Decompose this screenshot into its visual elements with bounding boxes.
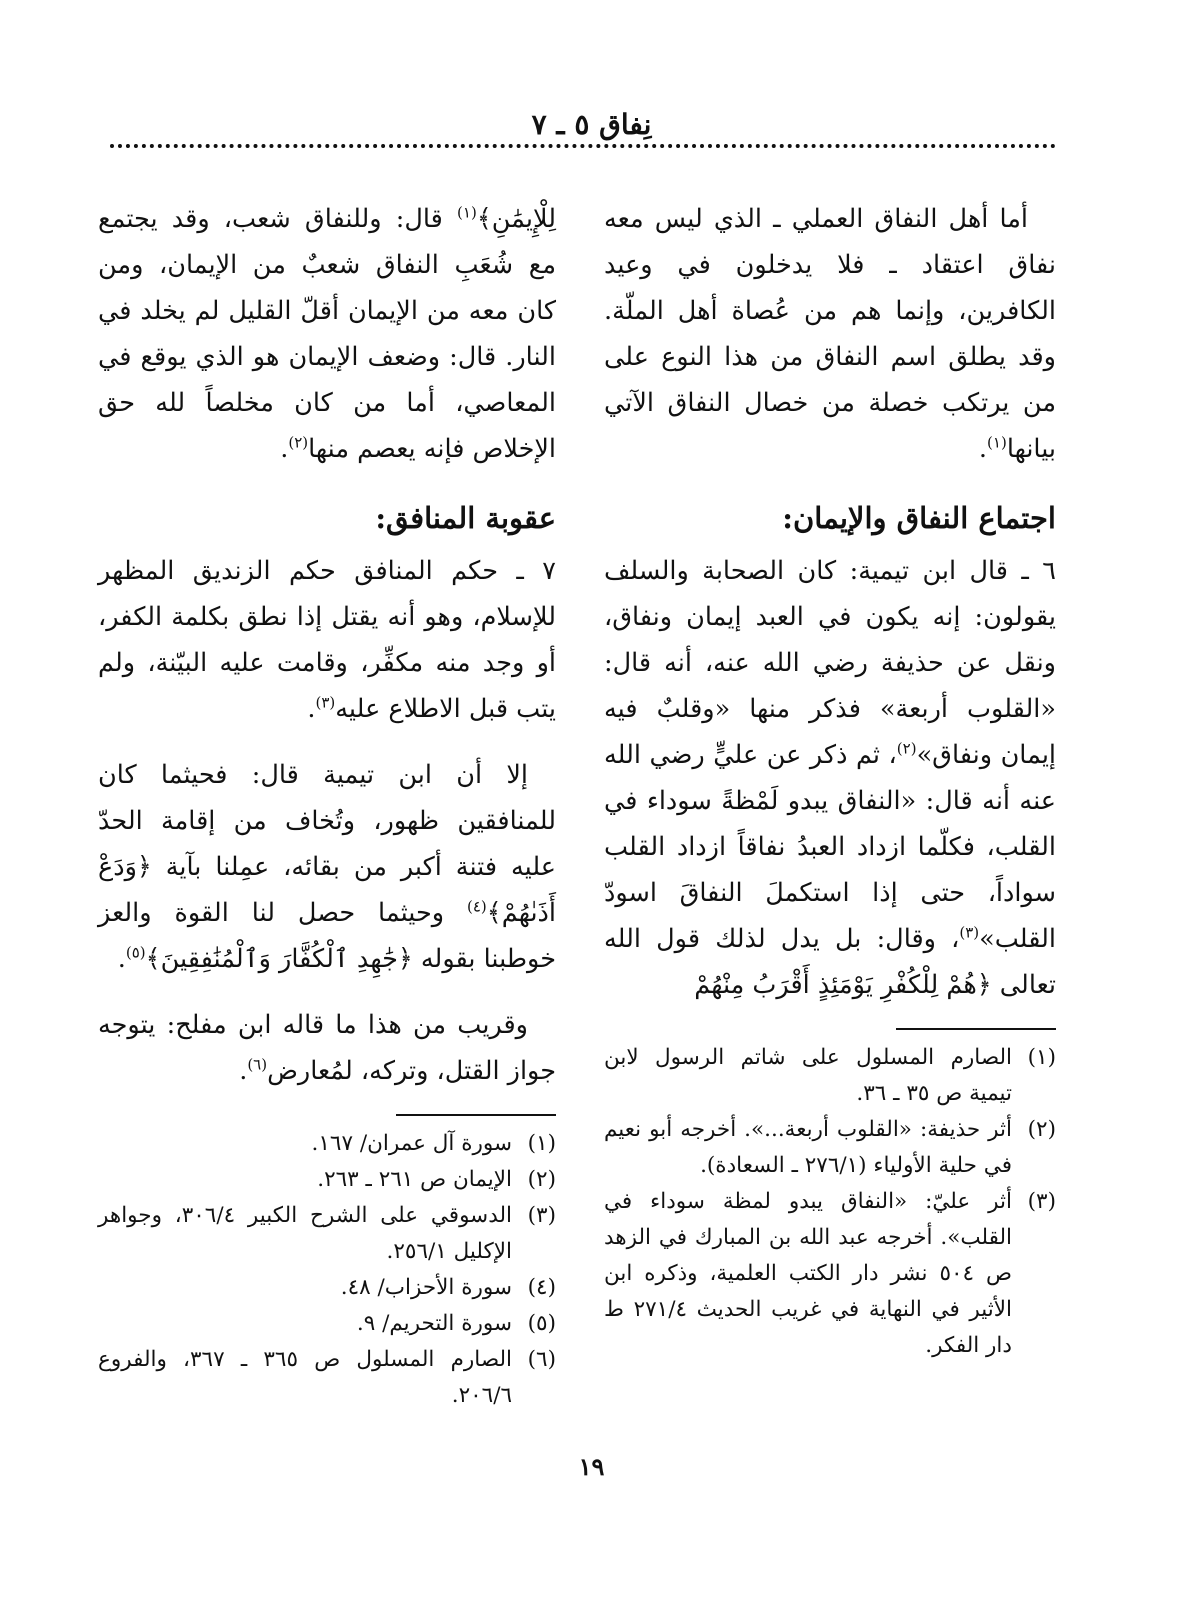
footnote [98,1198,556,1270]
paragraph-end: . [280,434,289,464]
footnote-ref[interactable]: (٢) [288,433,309,452]
paragraph-text: ، وقال: بل يدل لذلك قول الله تعالى ﴿هُمْ لِلْكُفْرِ يَوْمَئِذٍ أَقْرَبُ مِنْهُمْ [604,924,1056,1000]
footnote-number: (٣) [527,1203,556,1228]
footnote-text: سورة الأحزاب/ ٤٨. [340,1275,512,1300]
footnote [98,1126,556,1162]
footnote-number: (١) [1027,1045,1056,1070]
page-header: نِفاق ٥ ـ ٧ [531,108,652,141]
paragraph [98,752,556,982]
paragraph-end: . [978,434,988,464]
footnote-ref[interactable]: (٢) [896,739,917,758]
footnotes-right [604,1040,1056,1364]
footnote-ref[interactable]: (١) [987,433,1007,452]
header-dotted-divider [110,144,1056,148]
paragraph-end: . [117,944,126,974]
paragraph [98,548,556,732]
footnote-number: (٦) [527,1347,556,1372]
paragraph-text: لِلْإِيمَٰنِ﴾ [476,204,556,234]
paragraph-end: . [239,1056,248,1086]
left-column [98,196,556,1414]
footnote-text: الدسوقي على الشرح الكبير ٣٠٦/٤، وجواهر الإكليل ٢٥٦/١. [98,1203,513,1264]
paragraph-text: وقريب من هذا ما قاله ابن مفلح: يتوجه جواز القتل، وتركه، لمُعارض [98,1010,556,1086]
footnote-ref[interactable]: (٣) [315,693,336,712]
page-number: ١٩ [578,1452,605,1481]
footnote [604,1112,1056,1184]
footnote-number: (٤) [527,1275,556,1300]
footnote-text: الإيمان ص ٢٦١ ـ ٢٦٣. [317,1167,512,1192]
footnote-text: الصارم المسلول على شاتم الرسول لابن تيمية ص ٣٥ ـ ٣٦. [604,1045,1012,1106]
footnote-text: سورة التحريم/ ٩. [356,1311,512,1336]
footnote-ref[interactable]: (٤) [467,897,487,916]
footnote [604,1040,1056,1112]
footnote-text: أثر عليّ: «النفاق يبدو لمظة سوداء في القلب». أخرجه عبد الله بن المبارك في الزهد ص ٥٠٤ نشر دار الكتب العلمية، وذكره ابن الأثير في النهاية في غريب الحديث ٢٧١/٤ ط دار الفكر. [604,1189,1013,1358]
paragraph [98,1002,556,1094]
footnote-number: (٣) [1027,1189,1056,1214]
footnote-divider [396,1114,556,1116]
footnote-number: (٥) [527,1311,556,1336]
paragraph [98,196,556,472]
footnotes-left [98,1126,556,1414]
right-column [604,196,1056,1364]
footnote [98,1270,556,1306]
footnote-ref[interactable]: (١) [457,203,477,222]
paragraph-text: ٦ ـ قال ابن تيمية: كان الصحابة والسلف يقولون: إنه يكون في العبد إيمان ونفاق، ونقل عن حذيفة رضي الله عنه، أنه قال: «القلوب أربعة» فذكر منها «وقلبٌ فيه إيمان ونفاق» [604,556,1056,770]
footnote [98,1162,556,1198]
footnote [98,1342,556,1414]
footnote-text: سورة آل عمران/ ١٦٧. [311,1131,512,1156]
paragraph-text: أما أهل النفاق العملي ـ الذي ليس معه نفاق اعتقاد ـ فلا يدخلون في وعيد الكافرين، وإنما هم من عُصاة أهل الملّة. وقد يطلق اسم النفاق من هذا النوع على من يرتكب خصلة من خصال النفاق الآتي بيانها [604,204,1056,464]
footnote-ref[interactable]: (٦) [247,1055,268,1074]
footnote-ref[interactable]: (٣) [959,923,980,942]
footnote [98,1306,556,1342]
paragraph-text: إلا أن ابن تيمية قال: فحيثما كان للمنافقين ظهور، وتُخاف من إقامة الحدّ عليه فتنة أكبر من بقائه، عمِلنا بآية ﴿وَدَعْ أَذَىٰهُمْ﴾ [98,760,556,928]
footnote-number: (١) [527,1131,556,1156]
footnote [604,1184,1056,1364]
section-heading: اجتماع النفاق والإيمان: [782,501,1056,535]
footnote-divider [896,1028,1056,1030]
paragraph [604,196,1056,472]
paragraph [604,548,1056,1008]
paragraph-text: قال: وللنفاق شعب، وقد يجتمع مع شُعَبِ النفاق شعبٌ من الإيمان، ومن كان معه من الإيمان أقلّ القليل لم يخلد في النار. قال: وضعف الإيمان هو الذي يوقع في المعاصي، أما من كان مخلصاً لله حق الإخلاص فإنه يعصم منها [98,204,556,464]
footnote-number: (٢) [1027,1117,1056,1142]
footnote-number: (٢) [527,1167,556,1192]
paragraph-text: وحيثما حصل لنا القوة والعز خوطبنا بقوله ﴿جَٰهِدِ ٱلْكُفَّارَ وَٱلْمُنَٰفِقِينَ﴾ [98,898,556,974]
paragraph-end: . [307,694,316,724]
paragraph-text: ٧ ـ حكم المنافق حكم الزنديق المظهر للإسلام، وهو أنه يقتل إذا نطق بكلمة الكفر، أو وجد منه مكفِّر، وقامت عليه البيّنة، ولم يتب قبل الاطلاع عليه [98,556,556,724]
footnote-text: الصارم المسلول ص ٣٦٥ ـ ٣٦٧، والفروع ٢٠٦/٦. [98,1347,512,1408]
footnote-ref[interactable]: (٥) [125,943,146,962]
paragraph-text: ، ثم ذكر عن عليٍّ رضي الله عنه أنه قال: «النفاق يبدو لَمْظةً سوداء في القلب، فكلّما ازداد العبدُ نفاقاً ازداد القلب سواداً، حتى إذا استكملَ النفاقَ اسودّ القلب» [604,740,1056,954]
section-heading: عقوبة المنافق: [375,501,556,535]
footnote-text: أثر حذيفة: «القلوب أربعة...». أخرجه أبو نعيم في حلية الأولياء (٢٧٦/١ ـ السعادة). [604,1117,1012,1178]
